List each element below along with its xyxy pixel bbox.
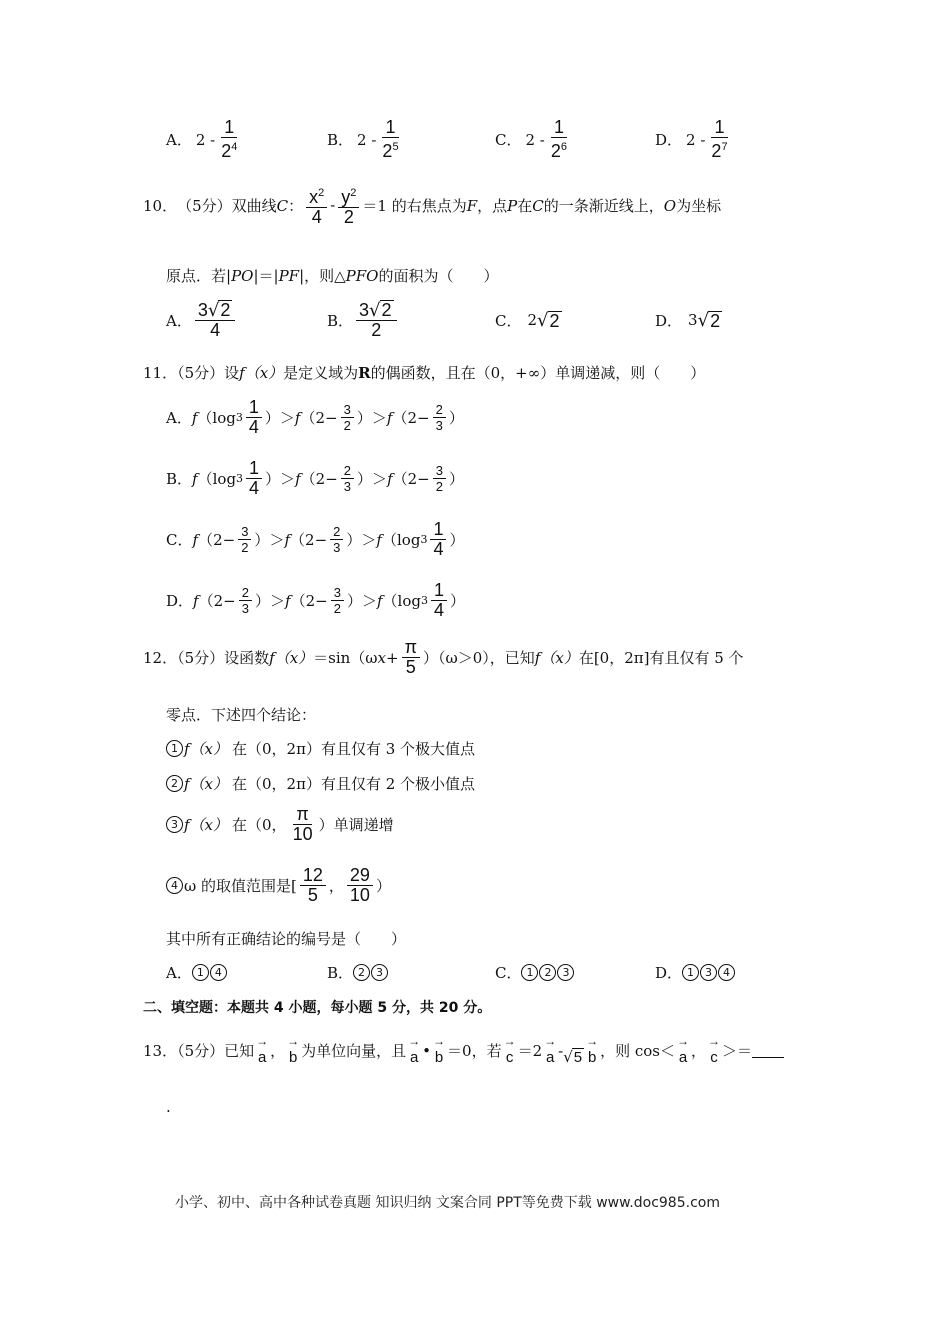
q12-options [166,962,736,983]
q9-option-a: A． 2 - $\frac{1}{2^4}$ [166,117,238,161]
vector-a: → a [408,1034,421,1066]
q12-option-d: D． 1 3 4 [655,962,736,983]
circle-3-icon: 3 [557,964,574,981]
circle-3-icon: 3 [371,964,388,981]
q12-option-b: B． 2 3 [327,962,495,983]
circle-4-icon: 4 [210,964,227,981]
q10-option-c: C． 2 √ 2 [495,309,560,331]
q12-conclusion-1: 1 f（x） 在（0，2π）有且仅有 3 个极大值点 [166,738,475,759]
vector-b: → b [586,1034,599,1066]
q10-option-a: A． $\frac{3√2}{4}$ [166,300,327,340]
circle-3-icon: 3 [700,964,717,981]
q12-question: 其中所有正确结论的编号是（ ） [166,930,407,948]
vector-c: → c [503,1034,516,1066]
vector-a: → a [677,1034,690,1066]
q10-x-fraction: $\frac{x^2}{4}$ [306,184,327,227]
q11-stem: 11．（5分）设 f（x） 是定义域为 R 的偶函数，且在（0，+∞）单调递减，则（ ） [143,363,706,382]
q13-period: . [166,1098,171,1116]
q12-conclusion-4: 4 ω 的取值范围是[ $\frac{12}{5}$ ， $\frac{29}{10}$ ） [166,866,391,905]
q10-stem-line2: 原点．若| PO |＝| PF |，则△ PFO 的面积为（ ） [166,266,499,285]
q9-option-b: B． 2 - $\frac{1}{2^5}$ [327,117,399,161]
q9-option-c: C． 2 - $\frac{1}{2^6}$ [495,117,568,161]
vector-b: → b [433,1034,446,1066]
q11-option-b: B． f （ log 3 $\frac{1}{4}$ ） ＞ f （ 2− $\frac{2}{3}$ ） ＞ f （ 2− $\frac{3}{2}$ ） [166,458,465,498]
circle-2-icon: 2 [539,964,556,981]
q12-option-c: C． 1 2 3 [495,962,655,983]
circle-4-icon: 4 [718,964,735,981]
q9-options [166,118,766,161]
vector-a: → a [256,1034,269,1066]
q11-option-c: C． f （ 2− $\frac{3}{2}$ ） ＞ f （ 2− $\frac{2}{3}$ ） ＞ f （ log 3 $\frac{1}{4}$ ） [166,519,465,559]
q11-option-d: D． f （ 2− $\frac{2}{3}$ ） ＞ f （ 2− $\frac{3}{2}$ ） ＞ f （ log 3 $\frac{1}{4}$ ） [166,580,466,620]
circle-2-icon: 2 [166,775,183,792]
q10-option-b: B． $\frac{3√2}{2}$ [327,300,495,340]
q9-option-d: D． 2 - $\frac{1}{2^7}$ [655,117,728,161]
circle-1-icon: 1 [682,964,699,981]
vector-a: → a [544,1034,557,1066]
circle-1-icon: 1 [166,740,183,757]
circle-3-icon: 3 [166,816,183,833]
q12-option-a: A． 1 4 [166,962,327,983]
q13-stem: 13．（5分）已知 → a ， → b 为单位向量，且 → a • → b ＝0，若 → c ＝2 → a - √5 → b ，则 cos＜ → a ， → c ＞＝ [143,1034,784,1067]
circle-1-icon: 1 [192,964,209,981]
q12-stem-line2: 零点．下述四个结论： [166,706,317,724]
vector-c: → c [708,1034,721,1066]
page-footer: 小学、初中、高中各种试卷真题 知识归纳 文案合同 PPT等免费下载 www.doc985.com [175,1195,720,1211]
answer-blank [752,1043,784,1058]
q12-conclusion-2: 2 f（x） 在（0，2π）有且仅有 2 个极小值点 [166,773,475,794]
vector-b: → b [287,1034,300,1066]
circle-1-icon: 1 [521,964,538,981]
q10-options [166,300,722,340]
circle-2-icon: 2 [353,964,370,981]
q12-stem: 12．（5分）设函数 f（x） ＝sin（ω x + $\frac{\pi}{5}$ ）（ω＞0），已知 f（x） 在[0，2π]有且仅有 5 个 [143,637,744,677]
q11-option-a: A． f （ log 3 $\frac{1}{4}$ ） ＞ f （ 2− $\frac{3}{2}$ ） ＞ f （ 2− $\frac{2}{3}$ ） [166,397,464,437]
q12-conclusion-3: 3 f（x） 在（0， $\frac{\pi}{10}$ ）单调递增 [166,805,394,844]
section-2-heading: 二、填空题：本题共 4 小题，每小题 5 分，共 20 分。 [143,1000,492,1016]
circle-4-icon: 4 [166,877,183,894]
q10-y-fraction: $\frac{y^2}{2}$ [338,184,359,227]
q10-option-d: D． 3 √ 2 [655,309,721,331]
q10-stem: 10． （5分）双曲线 C ： $\frac{x^2}{4}$ - $\frac{y^2}{2}$ ＝1 的右焦点为 F ，点 P 在 C 的一条渐近线上， O 为坐标 [143,184,721,227]
